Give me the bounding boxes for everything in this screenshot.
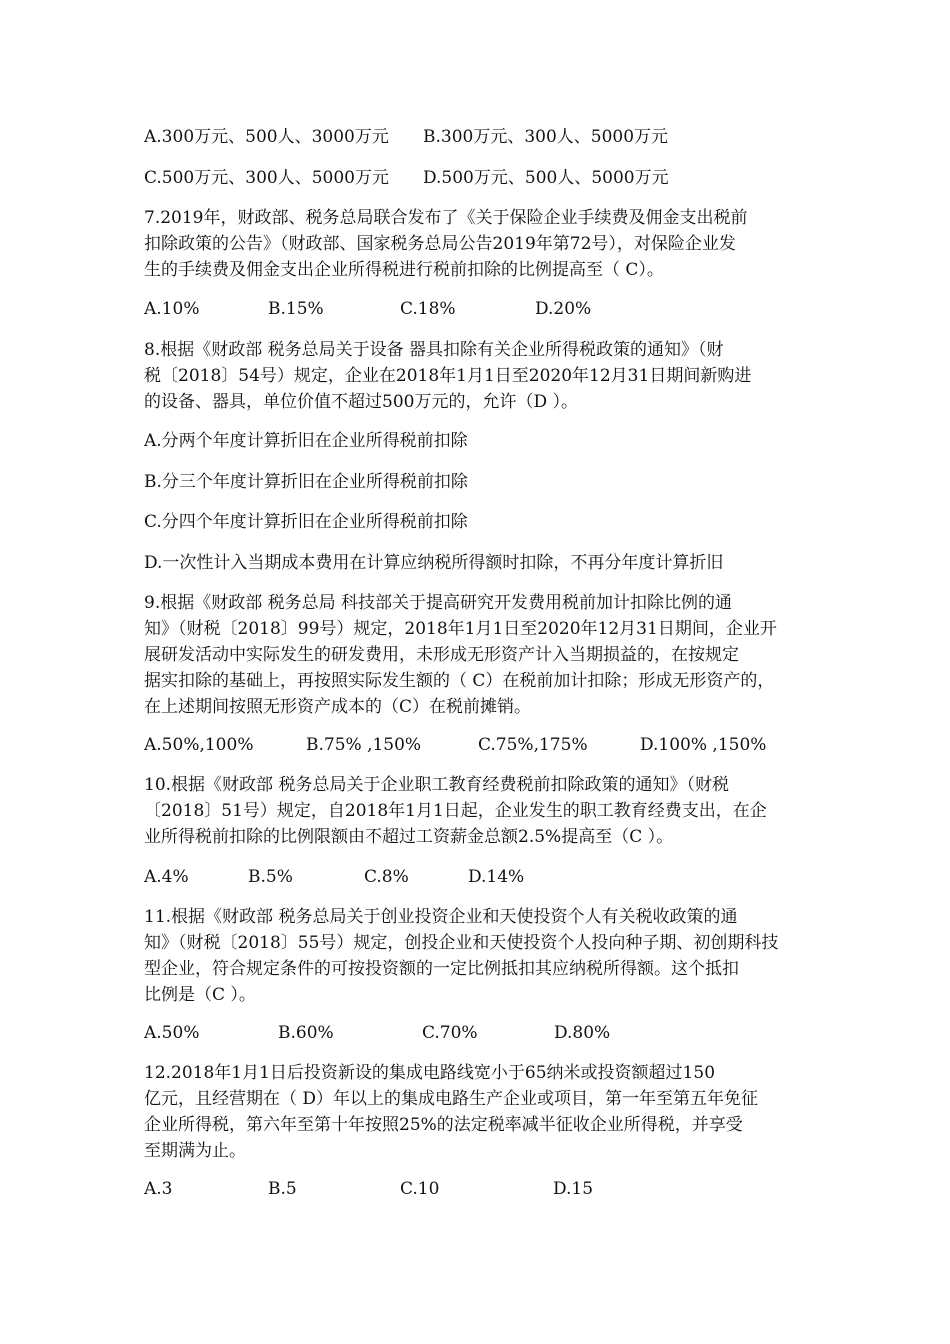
q11-text-line: 比例是（C ）。 — [144, 985, 256, 1005]
q7-text-line: 7.2019年，财政部、税务总局联合发布了《关于保险企业手续费及佣金支出税前 — [144, 208, 748, 228]
q11-option-b: B.60% — [278, 1023, 334, 1043]
q11-option-c: C.70% — [422, 1023, 478, 1043]
q12-text-line: 亿元，且经营期在（ D）年以上的集成电路生产企业或项目，第一年至第五年免征 — [144, 1089, 759, 1109]
q12-text-line: 至期满为止。 — [144, 1141, 246, 1161]
q6-option-a: A.300万元、500人、3000万元 — [144, 127, 389, 147]
q9-text-line: 9.根据《财政部 税务总局 科技部关于提高研究开发费用税前加计扣除比例的通 — [144, 593, 733, 613]
q8-option-a: A.分两个年度计算折旧在企业所得税前扣除 — [144, 431, 468, 451]
q11-option-d: D.80% — [554, 1023, 611, 1043]
q10-option-a: A.4% — [144, 867, 189, 887]
q10-text-line: 10.根据《财政部 税务总局关于企业职工教育经费税前扣除政策的通知》（财税 — [144, 775, 729, 795]
q8-text-line: 8.根据《财政部 税务总局关于设备 器具扣除有关企业所得税政策的通知》（财 — [144, 340, 724, 360]
q10-option-c: C.8% — [364, 867, 409, 887]
q8-option-c: C.分四个年度计算折旧在企业所得税前扣除 — [144, 512, 468, 532]
q7-option-c: C.18% — [400, 299, 456, 319]
q9-option-d: D.100% ,150% — [640, 735, 767, 755]
q8-text-line: 税〔2018〕54号）规定，企业在2018年1月1日至2020年12月31日期间新购进 — [144, 366, 752, 386]
q11-text-line: 11.根据《财政部 税务总局关于创业投资企业和天使投资个人有关税收政策的通 — [144, 907, 738, 927]
q6-option-b: B.300万元、300人、5000万元 — [423, 127, 669, 147]
q12-text-line: 12.2018年1月1日后投资新设的集成电路线宽小于65纳米或投资额超过150 — [144, 1063, 716, 1083]
q7-option-b: B.15% — [268, 299, 324, 319]
q11-text-line: 知》（财税〔2018〕55号）规定，创投企业和天使投资个人投向种子期、初创期科技 — [144, 933, 779, 953]
q6-option-c: C.500万元、300人、5000万元 — [144, 168, 389, 188]
q7-text-line: 扣除政策的公告》（财政部、国家税务总局公告2019年第72号），对保险企业发 — [144, 234, 736, 254]
q10-text-line: 业所得税前扣除的比例限额由不超过工资薪金总额2.5%提高至（C ）。 — [144, 827, 674, 847]
q12-option-c: C.10 — [400, 1179, 440, 1199]
q7-text-line: 生的手续费及佣金支出企业所得税进行税前扣除的比例提高至（ C）。 — [144, 260, 664, 280]
q6-option-d: D.500万元、500人、5000万元 — [423, 168, 669, 188]
q8-text-line: 的设备、器具，单位价值不超过500万元的，允许（D ）。 — [144, 392, 578, 412]
q7-option-d: D.20% — [535, 299, 592, 319]
q8-option-b: B.分三个年度计算折旧在企业所得税前扣除 — [144, 472, 468, 492]
q11-text-line: 型企业，符合规定条件的可按投资额的一定比例抵扣其应纳税所得额。这个抵扣 — [144, 959, 739, 979]
q9-option-c: C.75%,175% — [478, 735, 588, 755]
q9-option-b: B.75% ,150% — [306, 735, 422, 755]
q7-option-a: A.10% — [144, 299, 200, 319]
q9-text-line: 知》（财税〔2018〕99号）规定，2018年1月1日至2020年12月31日期间，企业开 — [144, 619, 777, 639]
q9-text-line: 在上述期间按照无形资产成本的（C）在税前摊销。 — [144, 697, 532, 717]
q12-option-b: B.5 — [268, 1179, 297, 1199]
q10-option-d: D.14% — [468, 867, 525, 887]
q12-text-line: 企业所得税，第六年至第十年按照25%的法定税率减半征收企业所得税，并享受 — [144, 1115, 743, 1135]
q12-option-d: D.15 — [553, 1179, 594, 1199]
q12-option-a: A.3 — [144, 1179, 173, 1199]
q11-option-a: A.50% — [144, 1023, 200, 1043]
q8-option-d: D.一次性计入当期成本费用在计算应纳税所得额时扣除，不再分年度计算折旧 — [144, 553, 724, 573]
q9-text-line: 据实扣除的基础上，再按照实际发生额的（ C）在税前加计扣除；形成无形资产的， — [144, 671, 775, 691]
q10-option-b: B.5% — [248, 867, 293, 887]
q10-text-line: 〔2018〕51号）规定，自2018年1月1日起，企业发生的职工教育经费支出，在企 — [144, 801, 767, 821]
q9-text-line: 展研发活动中实际发生的研发费用，未形成无形资产计入当期损益的，在按规定 — [144, 645, 739, 665]
q9-option-a: A.50%,100% — [144, 735, 254, 755]
